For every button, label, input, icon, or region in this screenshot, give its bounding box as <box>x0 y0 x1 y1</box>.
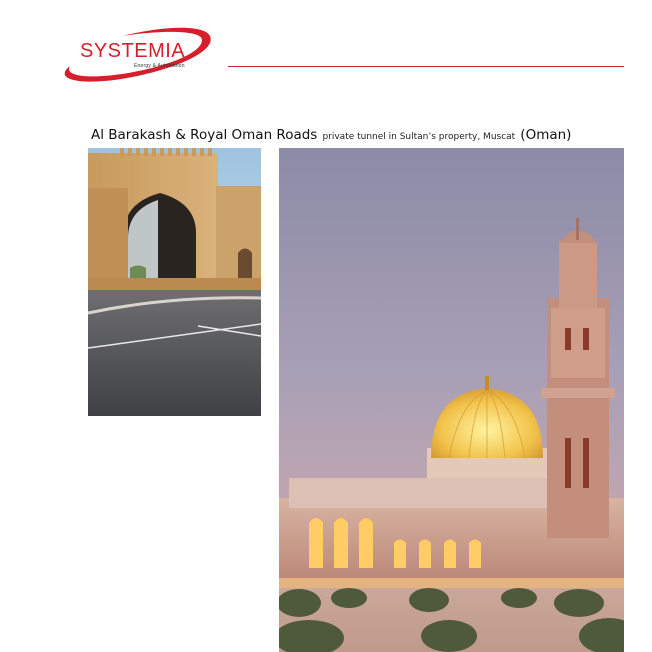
logo-tagline: Energy & Automation <box>134 63 185 69</box>
gate-photo <box>88 148 261 416</box>
page-title <box>91 125 631 146</box>
title-country: (Oman) <box>520 127 572 143</box>
title-main: Al Barakash & Royal Oman Roads <box>91 127 318 143</box>
title-subtitle: private tunnel in Sultan’s property, Muscat <box>322 132 516 142</box>
mosque-photo <box>279 148 624 652</box>
header-rule <box>228 66 624 67</box>
systemia-logo <box>52 22 222 88</box>
logo-wordmark: SYSTEMIA <box>80 40 186 62</box>
